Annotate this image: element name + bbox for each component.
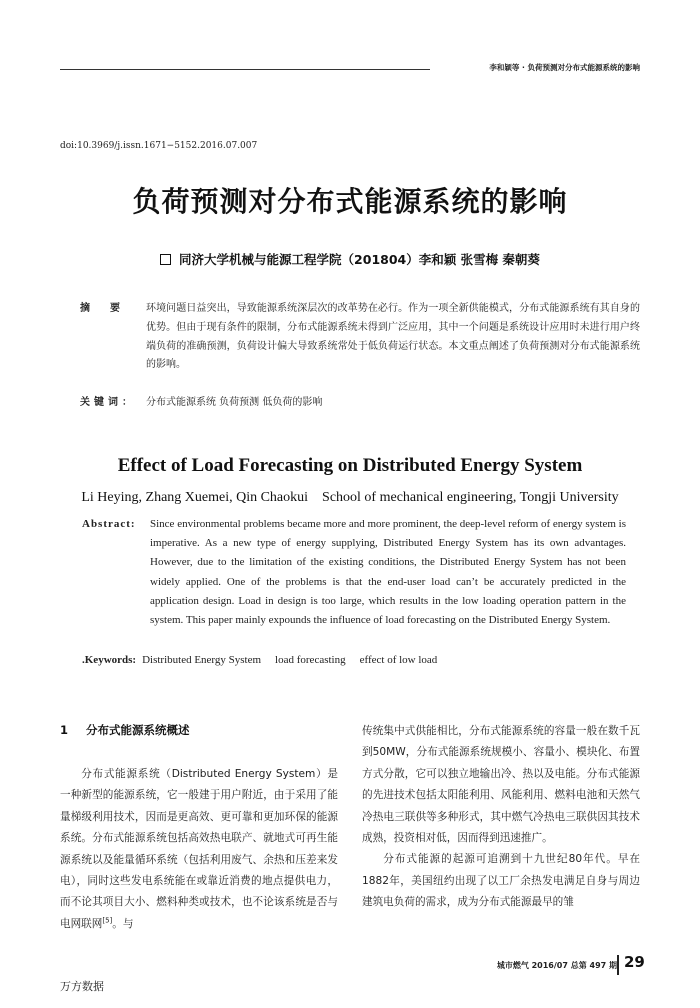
paragraph-text: 分布式能源系统（Distributed Energy System）是一种新型的能源系统，它一般建于用户附近，由于采用了能量梯级利用技术，因而是更高效、更可靠和更加环保的能源系统。分布式能源系统包括高效热电联产、就地式可再生能源系统以及能量循环系统（包括利用废气、余热和压差来发电），同时这些发电系统能在或靠近消费的地点提供电力，而不论其项目大小、燃料种类或技术，也不论该系统是否与电网联网 bbox=[60, 768, 338, 930]
keywords-english bbox=[82, 654, 437, 666]
keywords-english-label: .Keywords: bbox=[82, 654, 137, 666]
keywords-chinese-label: 关键词： bbox=[80, 397, 136, 408]
keywords-chinese-text: 分布式能源系统 负荷预测 低负荷的影响 bbox=[146, 397, 323, 408]
abstract-english-text: Since environmental problems became more and more prominent, the deep-level reform of energy system is imperative. As a new type of energy supplying, Distributed Energy System has its own advantages. However, due to the limitation of the existing conditions, the Distributed Energy System has not been widely applied. One of the problems is that the end-user load can’t be accurately predicted in the application design. Load in design is too large, which results in the low loading operation pattern in the system. This paper mainly expounds the influence of load forecasting on the Distributed Energy System. bbox=[150, 518, 627, 627]
authors-english-affiliation: School of mechanical engineering, Tongji University bbox=[322, 490, 619, 505]
keyword-item: effect of low load bbox=[359, 654, 438, 666]
paragraph: 传统集中式供能相比，分布式能源系统的容量一般在数千瓦到50MW，分布式能源系统规模小、容量小、模块化、布置方式分散，它可以独立地输出冷、热以及电能。分布式能源的先进技术包括太阳能利用、风能利用、燃料电池和天然气冷热电三联供等多种形式，其中燃气冷热电三联供因其技术成熟，投资相对低，因而得到迅速推广。 bbox=[362, 725, 640, 845]
page-number: 29 bbox=[624, 953, 645, 971]
keywords-chinese bbox=[80, 394, 640, 412]
abstract-chinese-text: 环境问题日益突出，导致能源系统深层次的改革势在必行。作为一项全新供能模式，分布式能源系统有其自身的优势。但由于现有条件的限制，分布式能源系统未得到广泛应用，其中一个问题是系统设计应用时未进行用户终端负荷的准确预测，负荷设计偏大导致系统常处于低负荷运行状态。本文重点阐述了负荷预测对分布式能源系统的影响。 bbox=[146, 303, 640, 371]
footer-journal: 城市燃气 2016/07 总第 497 期 bbox=[496, 961, 617, 970]
section-number: 1 bbox=[60, 723, 69, 737]
body-column-left bbox=[60, 764, 338, 935]
abstract-english-label: Abstract: bbox=[82, 518, 136, 530]
paragraph-tail: 。与 bbox=[112, 917, 134, 930]
authors-english bbox=[0, 490, 700, 506]
title-english: Effect of Load Forecasting on Distributed Energy System bbox=[117, 455, 583, 476]
keyword-item: load forecasting bbox=[275, 654, 346, 666]
paragraph bbox=[60, 764, 338, 935]
abstract-english bbox=[82, 515, 626, 630]
keyword-item: Distributed Energy System bbox=[142, 654, 262, 666]
watermark: 万方数据 bbox=[60, 980, 104, 993]
running-header: 李和颖等 · 负荷预测对分布式能源系统的影响 bbox=[489, 63, 640, 72]
body-column-right bbox=[362, 721, 640, 914]
abstract-chinese-label: 摘要 bbox=[80, 303, 140, 314]
abstract-chinese bbox=[80, 300, 640, 375]
paragraph: 分布式能源的起源可追溯到十九世纪80年代。早在1882年，美国纽约出现了以工厂余热发电满足自身与周边建筑电负荷的需求，成为分布式能源最早的雏 bbox=[362, 853, 640, 909]
authors-english-names: Li Heying, Zhang Xuemei, Qin Chaokui bbox=[81, 490, 309, 505]
citation-ref: [5] bbox=[102, 916, 113, 925]
header-rule bbox=[60, 69, 430, 70]
authors-chinese-text: 同济大学机械与能源工程学院（201804）李和颖 张雪梅 秦朝葵 bbox=[179, 252, 540, 267]
footer-divider bbox=[617, 955, 619, 975]
title-chinese: 负荷预测对分布式能源系统的影响 bbox=[132, 185, 568, 218]
authors-chinese bbox=[0, 250, 700, 268]
doi: doi:10.3969/j.issn.1671−5152.2016.07.007 bbox=[60, 141, 258, 151]
section-title: 分布式能源系统概述 bbox=[86, 723, 190, 737]
section-heading bbox=[60, 722, 190, 738]
square-box-icon bbox=[160, 254, 171, 265]
